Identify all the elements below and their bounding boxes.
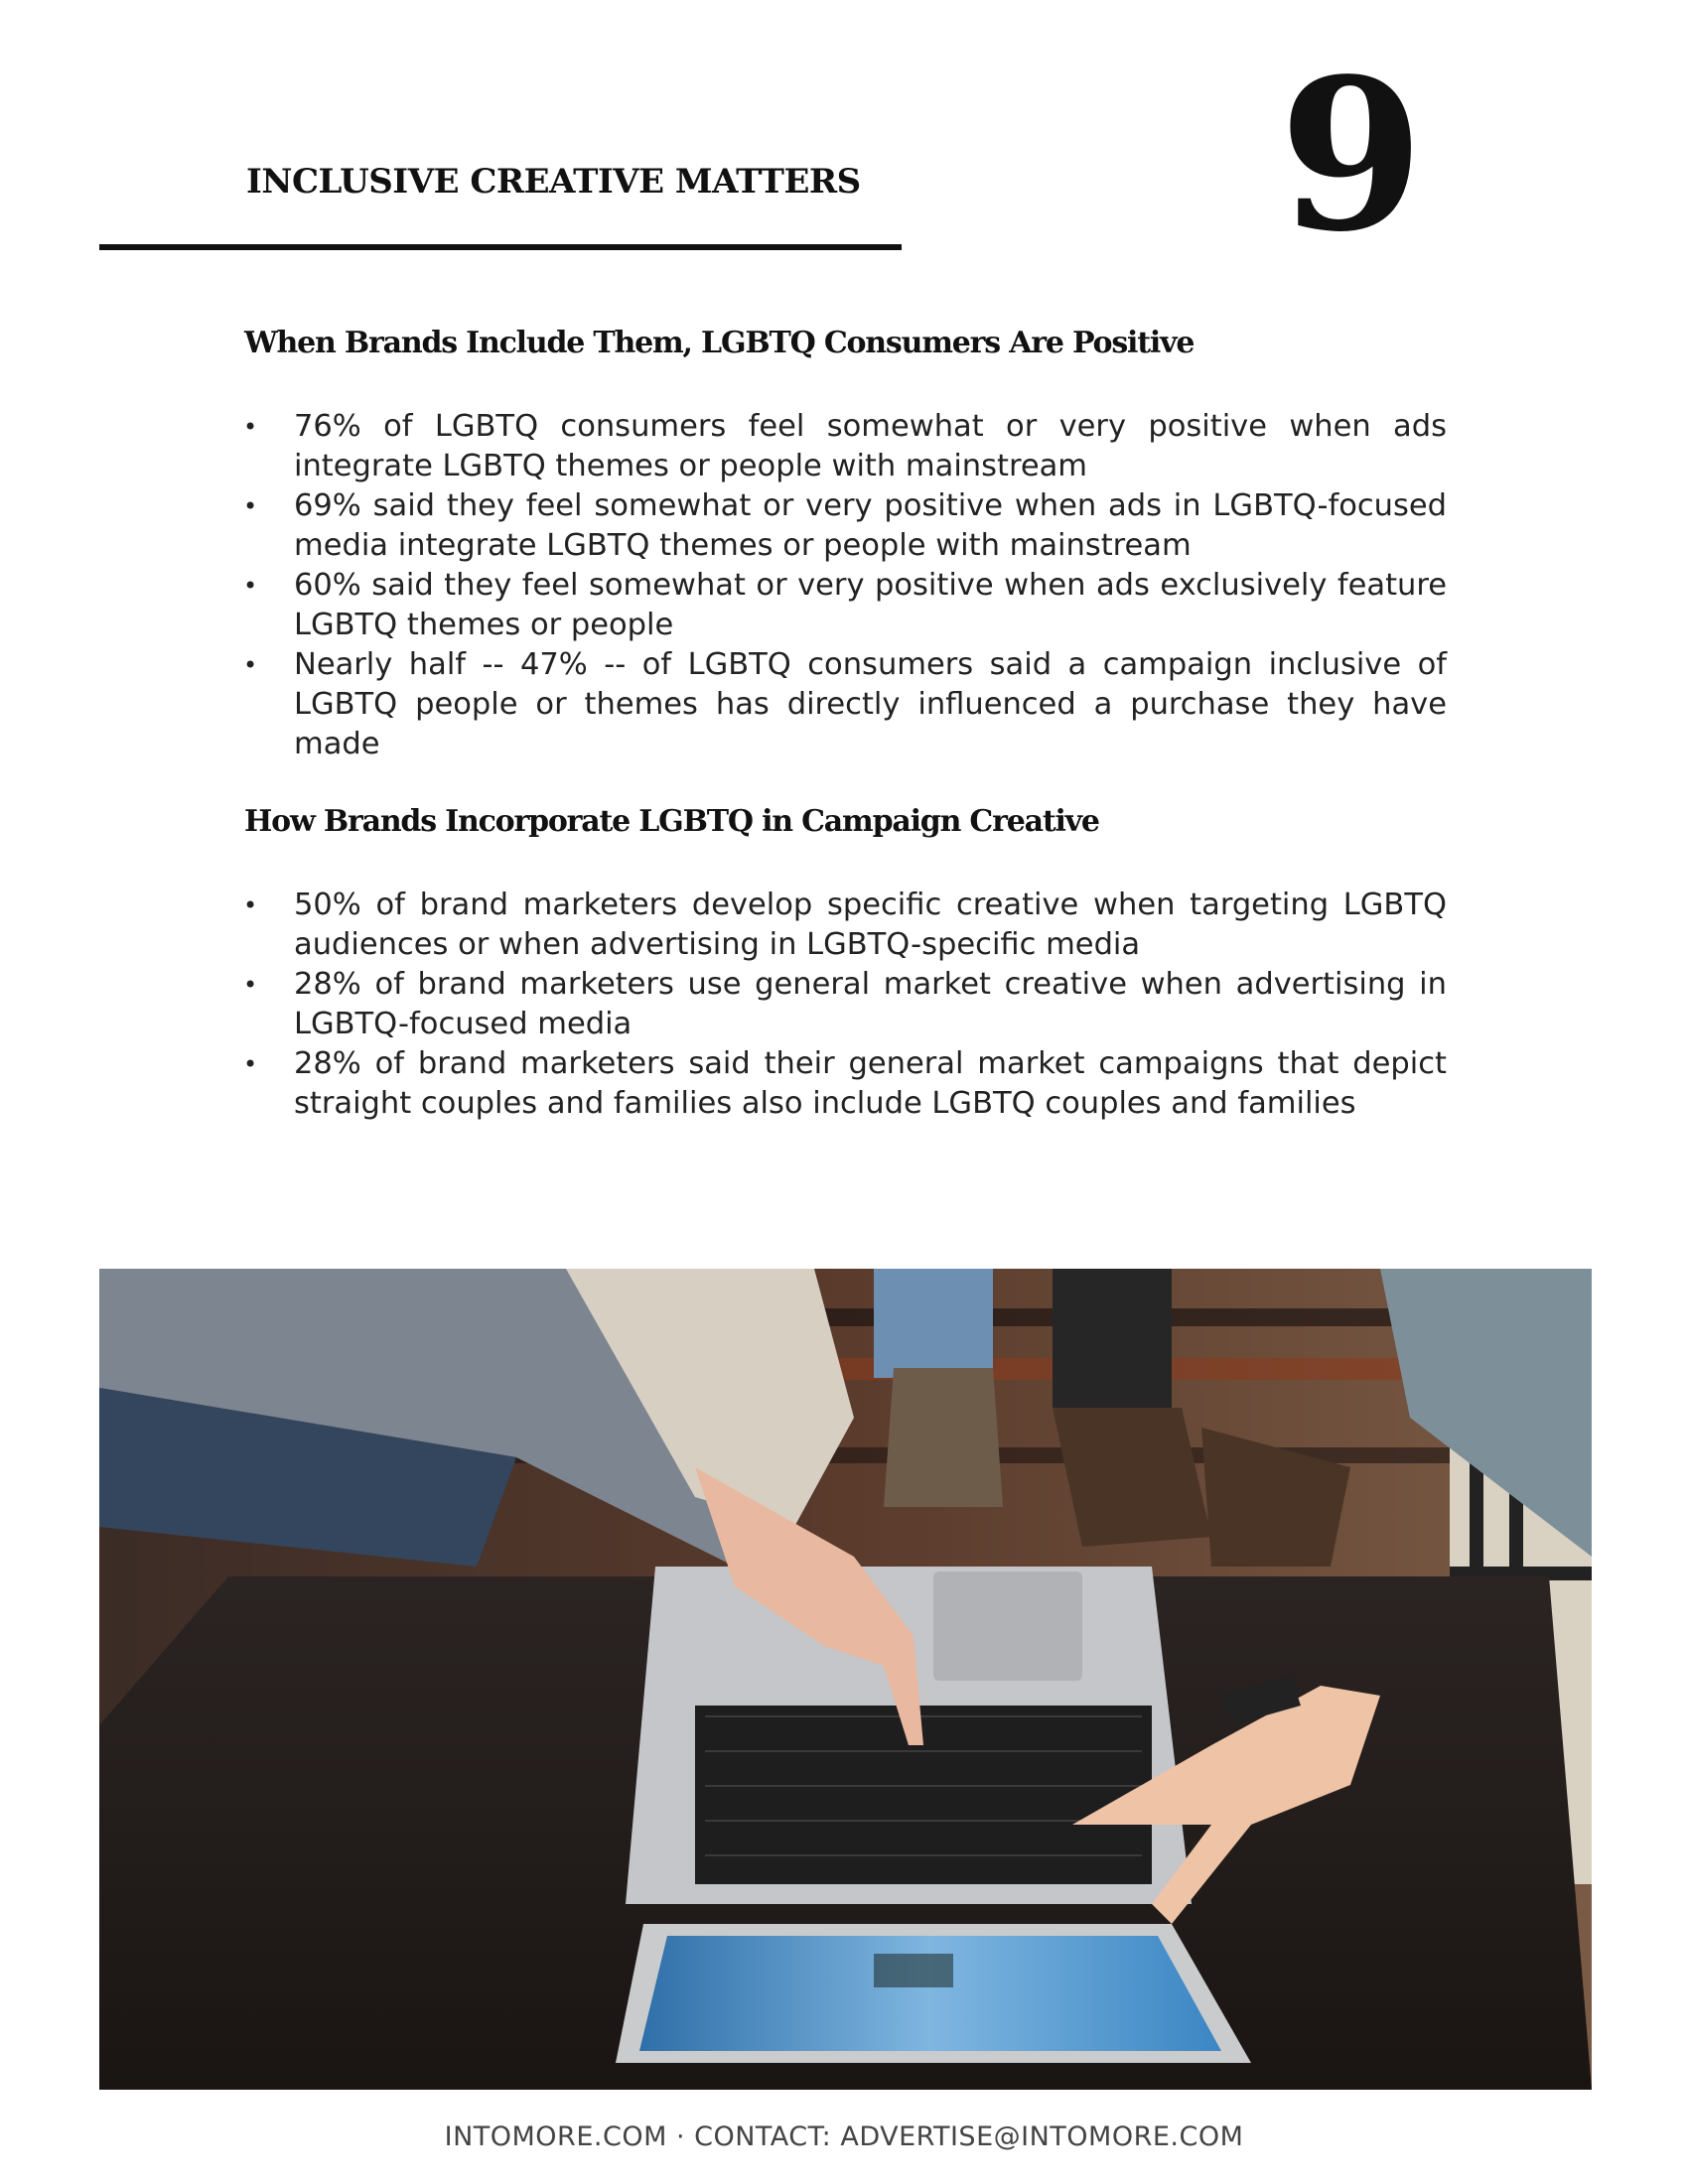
list-item: • 28% of brand marketers said their general market campaigns that depict straight couples and families also include LGBTQ couples and families <box>243 1044 1447 1124</box>
section1-heading: When Brands Include Them, LGBTQ Consumers Are Positive <box>244 326 1195 360</box>
section2-heading: How Brands Incorporate LGBTQ in Campaign Creative <box>244 804 1099 839</box>
list-item: • 60% said they feel somewhat or very positive when ads exclusively feature LGBTQ themes or people <box>243 566 1447 645</box>
page-number: 9 <box>1279 33 1417 278</box>
footer-contact: INTOMORE.COM · CONTACT: ADVERTISE@INTOMORE.COM <box>444 2121 1244 2152</box>
list-item: • 28% of brand marketers use general market creative when advertising in LGBTQ-focused media <box>243 965 1447 1044</box>
list-item: • 50% of brand marketers develop specific creative when targeting LGBTQ audiences or when advertising in LGBTQ-specific media <box>243 886 1447 965</box>
laptop-photo <box>99 1269 1592 2090</box>
list-item: • Nearly half -- 47% -- of LGBTQ consumers said a campaign inclusive of LGBTQ people or themes has directly influenced a purchase they have made <box>243 645 1447 764</box>
section2-list <box>243 886 1447 1124</box>
list-item: • 76% of LGBTQ consumers feel somewhat or very positive when ads integrate LGBTQ themes or people with mainstream <box>243 407 1447 486</box>
section1-list <box>243 407 1447 764</box>
list-item: • 69% said they feel somewhat or very positive when ads in LGBTQ-focused media integrate LGBTQ themes or people with mainstream <box>243 486 1447 566</box>
section-title: INCLUSIVE CREATIVE MATTERS <box>246 162 861 202</box>
title-rule <box>99 244 902 250</box>
